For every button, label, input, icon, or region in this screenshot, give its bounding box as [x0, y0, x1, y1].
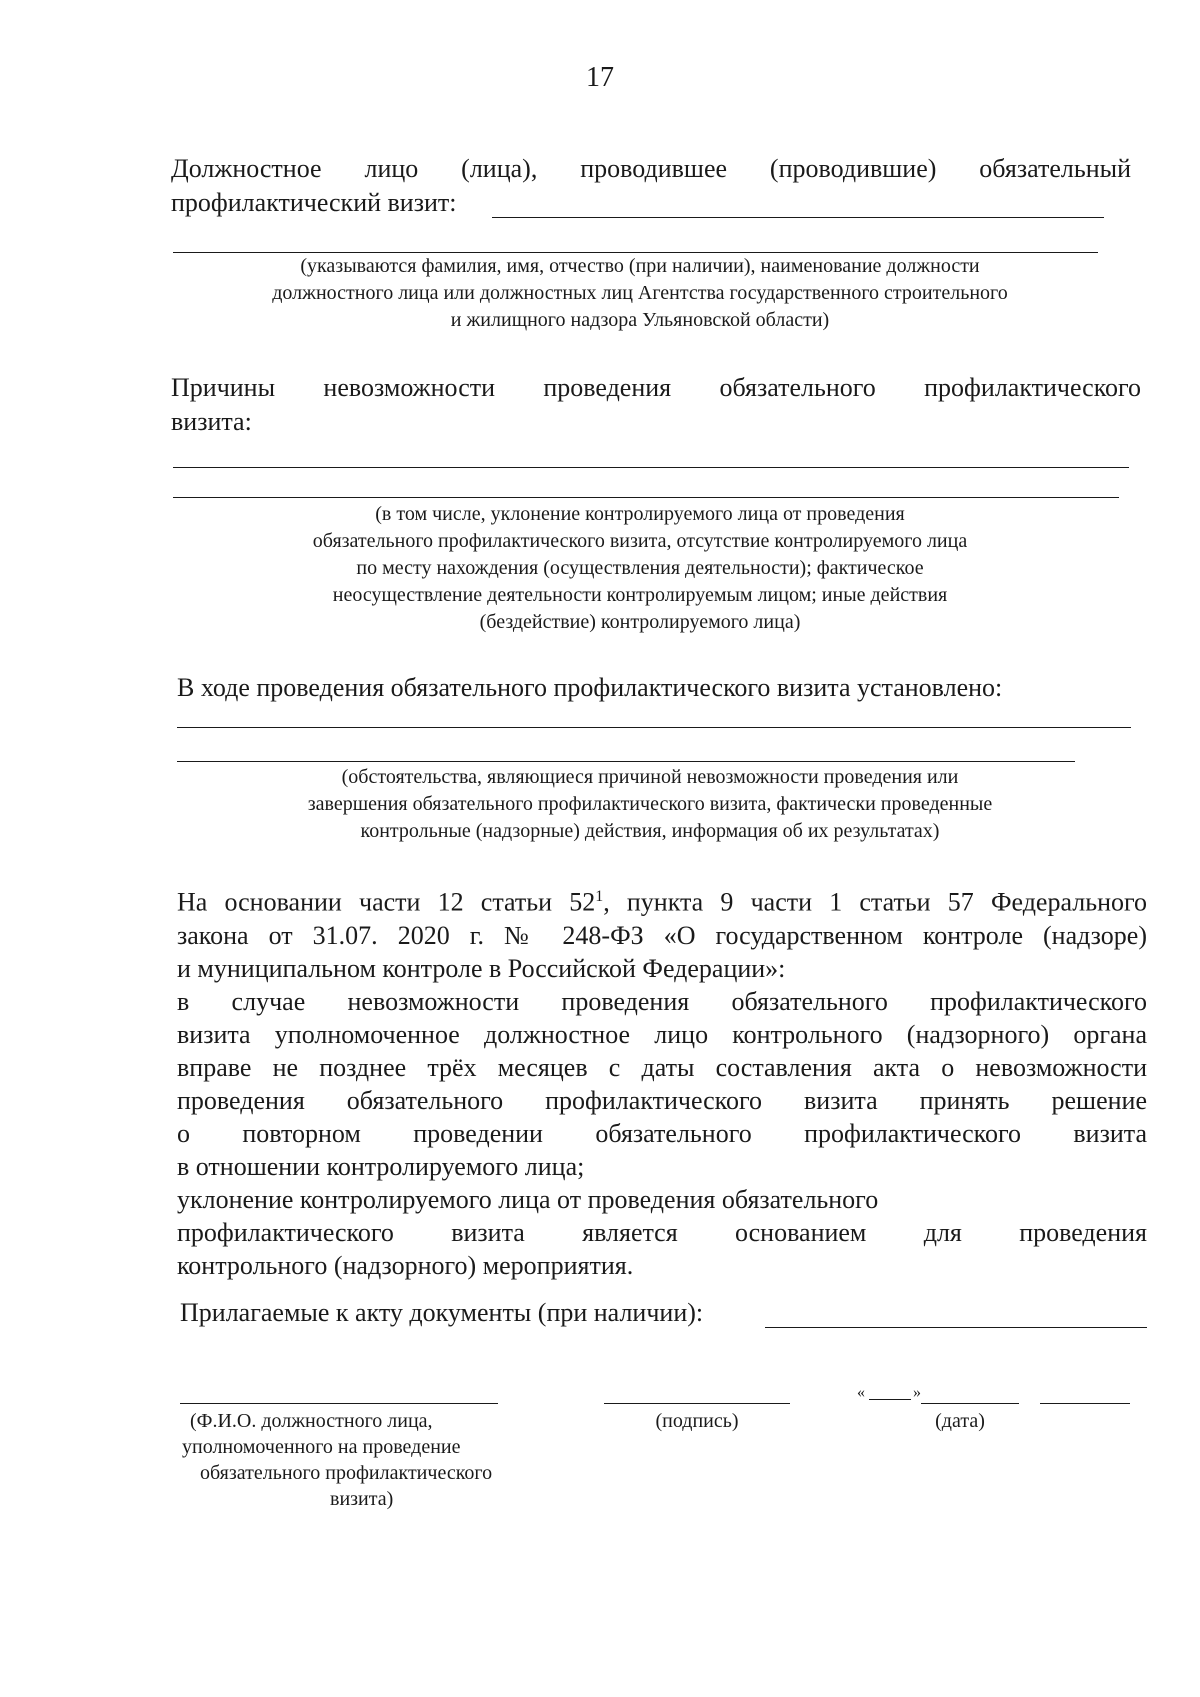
official-word: (лица),: [461, 154, 538, 183]
official-fill-line: [492, 217, 1104, 218]
legal-line: закона от 31.07. 2020 г. № 248-ФЗ «О государственном контроле (надзоре): [177, 920, 1147, 950]
official-word: проводившее: [580, 154, 728, 183]
legal-line: [177, 880, 1147, 919]
attachments-label: Прилагаемые к акту документы (при наличии):: [180, 1298, 704, 1327]
official-word: (проводившие): [769, 154, 937, 183]
official-note: [160, 253, 1120, 334]
legal-line-end: , пункта 9 части 1 статьи 57 Федерального: [603, 887, 1147, 917]
fio-line: [180, 1403, 498, 1404]
date-quote-close: »: [913, 1384, 921, 1401]
date-quote-open: «: [857, 1384, 865, 1401]
official-note-line: должностного лица или должностных лиц Агентства государственного строительного: [272, 282, 1008, 304]
legal-line: уклонение контролируемого лица от проведения обязательного: [177, 1184, 879, 1214]
official-line-1: [171, 152, 1131, 185]
official-word: лицо: [364, 154, 419, 183]
signature-caption: (подпись): [655, 1410, 739, 1432]
official-line-2-label: профилактический визит:: [171, 188, 457, 217]
official-word: обязательный: [979, 154, 1132, 183]
reasons-word: невозможности: [323, 373, 496, 402]
reasons-line-2: визита:: [171, 407, 252, 436]
legal-line: в отношении контролируемого лица;: [177, 1151, 585, 1181]
reasons-note-line: по месту нахождения (осуществления деятельности); фактическое: [356, 557, 924, 579]
fio-caption-line: (Ф.И.О. должностного лица,: [190, 1410, 433, 1432]
legal-line: в случае невозможности проведения обязательного профилактического: [177, 986, 1147, 1016]
date-month-line: [921, 1403, 1019, 1404]
legal-paragraph: [177, 880, 1147, 1282]
legal-line: контрольного (надзорного) мероприятия.: [177, 1250, 634, 1280]
reasons-blank-line: [173, 497, 1119, 498]
fio-caption-line: визита): [330, 1488, 394, 1510]
findings-note-line: (обстоятельства, являющиеся причиной невозможности проведения или: [341, 766, 959, 788]
findings-note-line: завершения обязательного профилактического визита, фактически проведенные: [307, 793, 993, 815]
legal-line: и муниципальном контроле в Российской Федерации»:: [177, 953, 786, 983]
official-note-line: и жилищного надзора Ульяновской области): [450, 309, 830, 331]
page-number: 17: [586, 62, 614, 93]
date-day-line: [869, 1399, 911, 1400]
legal-line: о повторном проведении обязательного профилактического визита: [177, 1118, 1147, 1148]
reasons-blank-line: [173, 467, 1129, 468]
reasons-word: профилактического: [924, 373, 1142, 402]
findings-blank-line: [177, 761, 1075, 762]
legal-line: вправе не позднее трёх месяцев с даты составления акта о невозможности: [177, 1052, 1147, 1082]
fio-caption-line: уполномоченного на проведение: [182, 1436, 461, 1458]
reasons-line-1: [171, 371, 1141, 404]
signature-line: [604, 1403, 790, 1404]
reasons-note: [190, 501, 1090, 636]
findings-label: В ходе проведения обязательного профилактического визита установлено:: [177, 673, 1003, 702]
fio-caption: [170, 1408, 590, 1512]
official-word: Должностное: [171, 154, 322, 183]
reasons-word: Причины: [171, 373, 276, 402]
legal-superscript: 1: [595, 888, 604, 905]
findings-blank-line: [177, 727, 1131, 728]
reasons-note-line: (бездействие) контролируемого лица): [479, 611, 801, 633]
legal-line: профилактического визита является основанием для проведения: [177, 1217, 1147, 1247]
legal-line: визита уполномоченное должностное лицо контрольного (надзорного) органа: [177, 1019, 1147, 1049]
reasons-word: проведения: [543, 373, 672, 402]
fio-caption-line: обязательного профилактического: [200, 1462, 493, 1484]
reasons-note-line: (в том числе, уклонение контролируемого лица от проведения: [375, 503, 905, 525]
official-note-line: (указываются фамилия, имя, отчество (при наличии), наименование должности: [300, 255, 980, 277]
reasons-note-line: неосуществление деятельности контролируемым лицом; иные действия: [332, 584, 948, 606]
attachments-fill-line: [765, 1327, 1147, 1328]
date-caption: (дата): [935, 1410, 985, 1432]
reasons-note-line: обязательного профилактического визита, отсутствие контролируемого лица: [312, 530, 968, 552]
legal-line-start: На основании части 12 статьи 52: [177, 887, 596, 917]
findings-note-line: контрольные (надзорные) действия, информация об их результатах): [360, 820, 940, 842]
reasons-word: обязательного: [719, 373, 876, 402]
date-year-line: [1040, 1403, 1130, 1404]
legal-line: проведения обязательного профилактического визита принять решение: [177, 1085, 1147, 1115]
findings-note: [210, 764, 1090, 845]
